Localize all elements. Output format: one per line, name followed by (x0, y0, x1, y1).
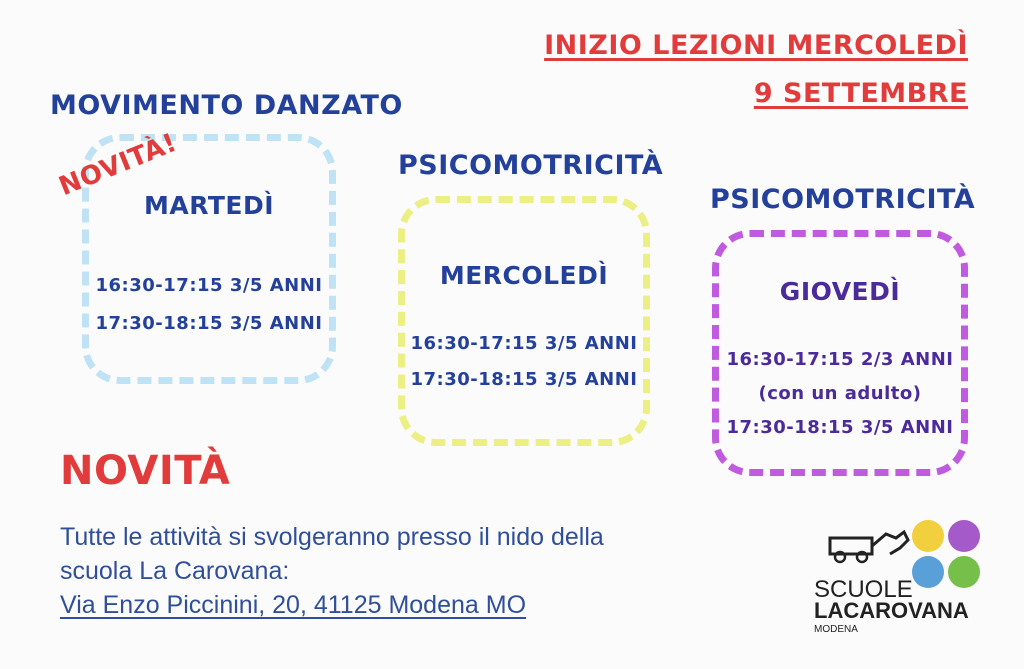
news-heading: NOVITÀ (60, 448, 231, 494)
address-link[interactable]: Via Enzo Piccinini, 20, 41125 Modena MO (60, 591, 527, 619)
card-title-psychomotor: PSICOMOTRICITÀ (398, 150, 664, 181)
card-day: GIOVEDÌ (779, 277, 901, 306)
card-note: (con un adulto) (758, 383, 922, 404)
schedule-card-wednesday (398, 196, 650, 446)
logo-text-3: MODENA (814, 624, 858, 635)
card-time: 16:30-17:15 2/3 ANNI (726, 349, 954, 370)
logo-text-2: LACAROVANA (814, 598, 969, 623)
card-time: 16:30-17:15 3/5 ANNI (95, 275, 323, 296)
card-day: MARTEDÌ (143, 191, 275, 220)
news-text (60, 520, 604, 622)
card-time: 16:30-17:15 3/5 ANNI (410, 333, 638, 354)
schedule-card-thursday (712, 230, 968, 476)
card-time: 17:30-18:15 3/5 ANNI (95, 313, 323, 334)
school-logo (812, 518, 982, 638)
card-title-dance: MOVIMENTO DANZATO (50, 90, 403, 121)
card-time: 17:30-18:15 3/5 ANNI (410, 369, 638, 390)
logo-text-1: SCUOLE (814, 576, 913, 603)
card-day: MERCOLEDÌ (439, 261, 609, 290)
start-date-line1: INIZIO LEZIONI MERCOLEDÌ (544, 30, 968, 61)
news-text-line2: scuola La Carovana: (60, 557, 290, 585)
new-stamp: NOVITÀ! (54, 127, 182, 203)
start-date-line2: 9 SETTEMBRE (753, 78, 968, 109)
card-time: 17:30-18:15 3/5 ANNI (726, 417, 954, 438)
caravan-logo-icon (820, 524, 912, 564)
news-text-line1: Tutte le attività si svolgeranno presso il nido della (60, 523, 604, 551)
card-title-psychomotor-2: PSICOMOTRICITÀ (710, 184, 976, 215)
